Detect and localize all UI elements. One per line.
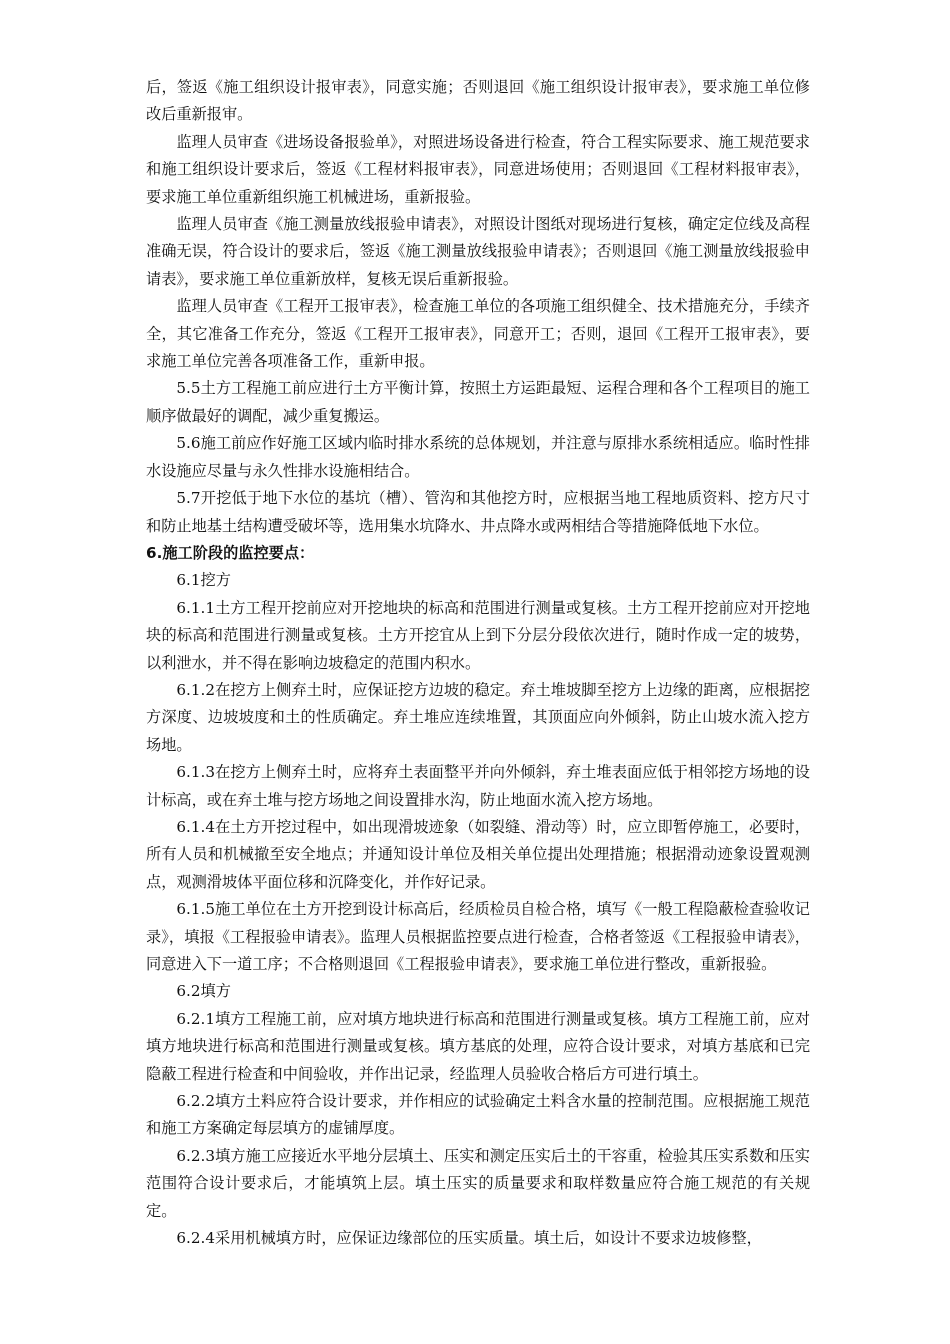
body-paragraph: 监理人员审查《施工测量放线报验申请表》，对照设计图纸对现场进行复核，确定定位线及高程准确无误，符合设计的要求后，签返《施工测量放线报验申请表》；否则退回《施工测量放线报验申请表》，要求施工单位重新放样，复核无误后重新报验。	[146, 215, 810, 288]
body-paragraph: 后，签返《施工组织设计报审表》，同意实施；否则退回《施工组织设计报审表》，要求施工单位修改后重新报审。	[146, 78, 810, 124]
body-paragraph: 5.6施工前应作好施工区域内临时排水系统的总体规划，并注意与原排水系统相适应。临时性排水设施应尽量与永久性排水设施相结合。	[146, 434, 810, 480]
body-paragraph: 5.5土方工程施工前应进行土方平衡计算，按照土方运距最短、运程合理和各个工程项目的施工顺序做最好的调配，减少重复搬运。	[146, 379, 810, 425]
section-heading: 6.施工阶段的监控要点：	[146, 543, 315, 562]
body-paragraph: 监理人员审查《工程开工报审表》，检查施工单位的各项施工组织健全、技术措施充分，手续齐全，其它准备工作充分，签返《工程开工报审表》，同意开工；否则，退回《工程开工报审表》，要求施工单位完善各项准备工作，重新申报。	[146, 297, 810, 371]
body-paragraph: 6.1挖方	[176, 571, 231, 590]
body-paragraph: 6.2填方	[176, 982, 231, 1001]
body-paragraph: 6.1.5施工单位在土方开挖到设计标高后，经质检员自检合格，填写《一般工程隐蔽检查验收记录》，填报《工程报验申请表》。监理人员根据监控要点进行检查，合格者签返《工程报验申请表》，同意进入下一道工序；不合格则退回《工程报验申请表》，要求施工单位进行整改，重新报验。	[146, 900, 810, 973]
document-body	[146, 74, 810, 1252]
body-paragraph: 6.2.4采用机械填方时，应保证边缘部位的压实质量。填土后，如设计不要求边坡修整，	[176, 1229, 762, 1248]
body-paragraph: 监理人员审查《进场设备报验单》，对照进场设备进行检查，符合工程实际要求、施工规范要求和施工组织设计要求后，签返《工程材料报审表》，同意进场使用；否则退回《工程材料报审表》，要求施工单位重新组织施工机械进场，重新报验。	[146, 132, 810, 206]
body-paragraph: 6.1.3在挖方上侧弃土时，应将弃土表面整平并向外倾斜，弃土堆表面应低于相邻挖方场地的设计标高，或在弃土堆与挖方场地之间设置排水沟，防止地面水流入挖方场地。	[146, 763, 810, 809]
body-paragraph: 6.1.1土方工程开挖前应对开挖地块的标高和范围进行测量或复核。土方工程开挖前应对开挖地块的标高和范围进行测量或复核。土方开挖宜从上到下分层分段依次进行，随时作成一定的坡势，以利泄水，并不得在影响边坡稳定的范围内积水。	[146, 598, 810, 672]
body-paragraph: 6.1.2在挖方上侧弃土时，应保证挖方边坡的稳定。弃土堆坡脚至挖方上边缘的距离，应根据挖方深度、边坡坡度和土的性质确定。弃土堆应连续堆置，其顶面应向外倾斜，防止山坡水流入挖方场地。	[146, 680, 810, 754]
body-paragraph: 6.2.2填方土料应符合设计要求，并作相应的试验确定土料含水量的控制范围。应根据施工规范和施工方案确定每层填方的虚铺厚度。	[146, 1092, 810, 1138]
body-paragraph: 6.2.1填方工程施工前，应对填方地块进行标高和范围进行测量或复核。填方工程施工前，应对填方地块进行标高和范围进行测量或复核。填方基底的处理，应符合设计要求，对填方基底和已完隐蔽工程进行检查和中间验收，并作出记录，经监理人员验收合格后方可进行填土。	[146, 1009, 810, 1083]
body-paragraph: 5.7开挖低于地下水位的基坑（槽）、管沟和其他挖方时，应根据当地工程地质资料、挖方尺寸和防止地基土结构遭受破坏等，选用集水坑降水、井点降水或两相结合等措施降低地下水位。	[146, 489, 810, 535]
body-paragraph: 6.1.4在土方开挖过程中，如出现滑坡迹象（如裂缝、滑动等）时，应立即暂停施工，必要时，所有人员和机械撤至安全地点；并通知设计单位及相关单位提出处理措施；根据滑动迹象设置观测点，观测滑坡体平面位移和沉降变化，并作好记录。	[146, 817, 810, 891]
body-paragraph: 6.2.3填方施工应接近水平地分层填土、压实和测定压实后土的干容重，检验其压实系数和压实范围符合设计要求后，才能填筑上层。填土压实的质量要求和取样数量应符合施工规范的有关规定。	[146, 1146, 810, 1220]
